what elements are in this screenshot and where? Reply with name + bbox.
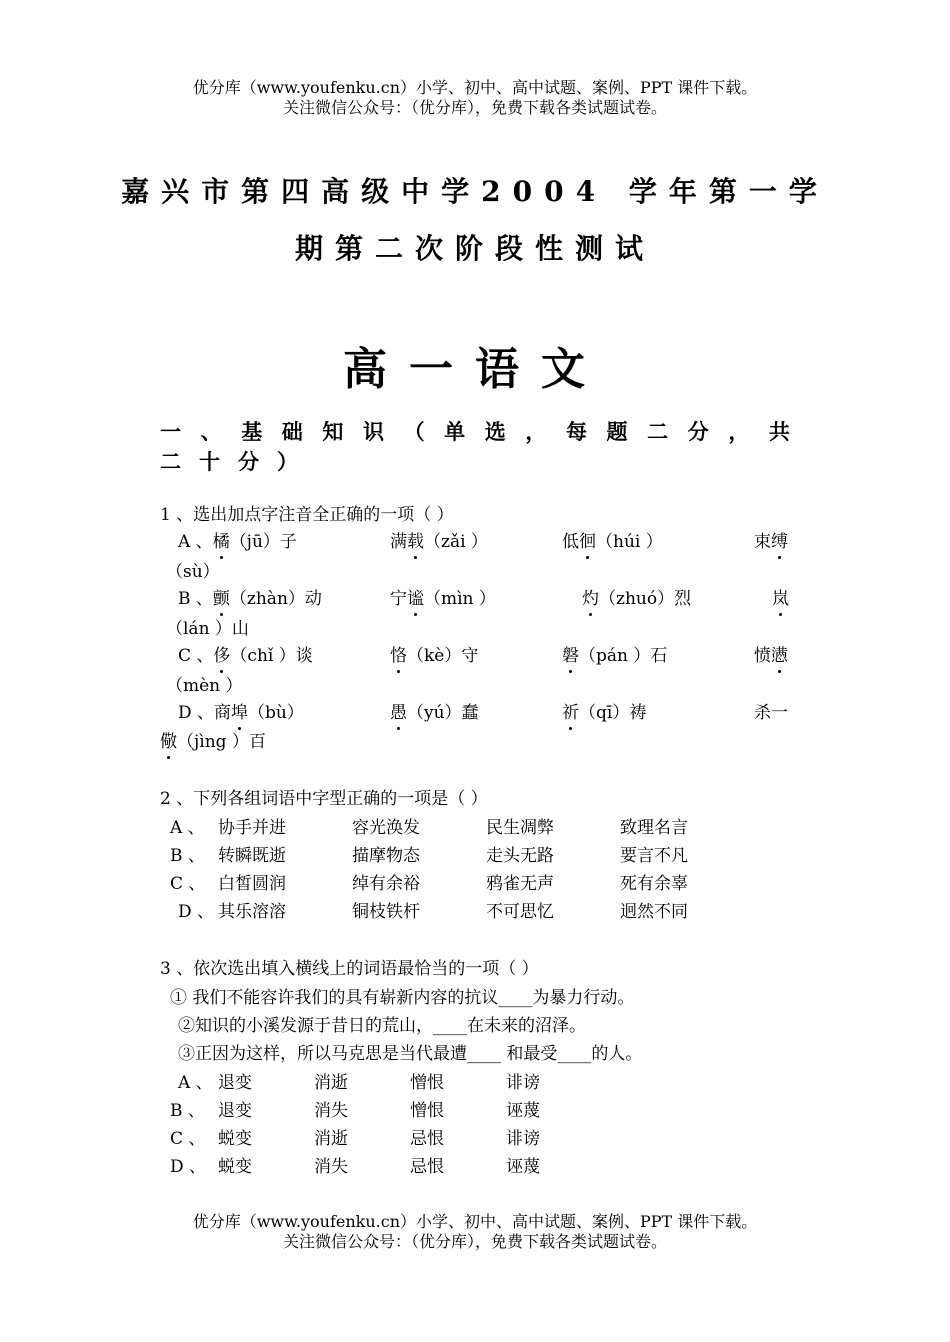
section-char: 识 [362,419,384,444]
footer-line-2: 关注微信公众号：（优分库），免费下载各类试题试卷。 [282,1232,667,1251]
q2-option-b-label: B 、 [170,846,205,866]
q2-option-c-item-2: 绰有余裕 [352,874,420,894]
q3-stem: 3 、依次选出填入横线上的词语最恰当的一项（ ） [160,959,539,979]
q1-option-d-word-1 [178,702,304,724]
dotted-char: 载 [407,532,424,552]
pinyin-text: （jìng ）百 [177,732,266,752]
q1-option-d-word-3 [562,702,646,724]
q2-option-a-item-4: 致理名言 [620,818,688,838]
plain-char: 低 [562,532,579,552]
plain-char: 商 [214,703,232,723]
pinyin-text: （qī）祷 [579,703,647,723]
pinyin-text: （pán ）石 [579,646,668,666]
dotted-char: 灼 [582,589,599,609]
header-line-1: 优分库（www.youfenku.cn）小学、初中、高中试题、案例、PPT 课件下载。 [192,78,758,97]
section-char: ， [728,419,750,444]
section-char: 基 [241,419,263,444]
q2-option-c-item-3: 鸦雀无声 [486,874,554,894]
q3-option-a-label: A 、 [178,1073,213,1093]
q3-option-b-label: B 、 [170,1101,205,1121]
plain-char: 满 [390,532,407,552]
q1-option-b-word-2 [390,588,496,610]
q1-option-d-word-2 [390,702,479,724]
q3-option-d-item-3: 忌恨 [410,1157,444,1177]
pinyin-text: （bù） [248,703,304,723]
subject-heading: 高一语文 [343,344,607,395]
section-char: （ [403,419,425,444]
q3-option-d-item-2: 消失 [314,1157,348,1177]
plain-char: 愤 [754,646,771,666]
q3-option-d-item-1: 蜕变 [218,1157,252,1177]
q2-option-d-item-2: 铜枝铁杆 [352,902,420,922]
q2-option-a-item-3: 民生凋弊 [486,818,554,838]
pinyin-text: （mìn ） [424,589,496,609]
q1-stem: 1 、选出加点字注音全正确的一项（ ） [160,505,454,525]
plain-char: 宁 [390,589,407,609]
q2-option-c-item-1: 白皙圆润 [218,874,286,894]
q3-option-c-item-2: 消逝 [314,1129,348,1149]
pinyin-text: （jū）子 [229,532,297,552]
section-char: 、 [200,419,222,444]
dotted-char: 缚 [771,532,788,552]
q3-option-a-item-1: 退变 [218,1073,252,1093]
q1-option-a-wrap: （sù） [166,562,220,582]
section-char: 分 [238,449,259,474]
section-char: 十 [199,449,220,474]
q3-sentence-3: ③正因为这样，所以马克思是当代最遭____ 和最受____的人。 [178,1044,643,1064]
section-char: 每 [565,419,587,444]
q1-option-c-wrap: （mèn ） [166,676,243,696]
q1-option-a-word-3 [562,531,663,553]
header-line-2: 关注微信公众号：（优分库），免费下载各类试题试卷。 [282,98,667,117]
pinyin-text: （zhuó）烈 [599,589,692,609]
q1-option-c-word-3 [562,645,667,667]
q1-option-a-word-1 [178,531,297,553]
option-label: C 、 [178,646,214,666]
section-char: ， [525,419,547,444]
dotted-char: 磐 [562,646,579,666]
q3-option-d-item-4: 诬蔑 [506,1157,540,1177]
q2-option-b-item-1: 转瞬既逝 [218,846,286,866]
q3-option-c-item-1: 蜕变 [218,1129,252,1149]
dotted-char: 徊 [579,532,596,552]
q3-option-d-label: D 、 [170,1157,207,1177]
dotted-char: 儆 [160,732,177,752]
q2-option-c-item-4: 死有余辜 [620,874,688,894]
exam-title-line-1: 嘉兴市第四高级中学2004 学年第一学 [121,175,829,208]
q1-option-b-word-3 [582,588,691,610]
plain-char: 束 [754,532,771,552]
pinyin-text: （yú）蠢 [407,703,479,723]
q3-option-b-item-4: 诬蔑 [506,1101,540,1121]
section-char: 单 [444,419,466,444]
dotted-char: 颤 [212,589,230,609]
dotted-char: 岚 [772,589,789,609]
q2-option-d-item-1: 其乐溶溶 [218,902,286,922]
section-char: ） [277,449,298,474]
q3-option-c-item-3: 忌恨 [410,1129,444,1149]
pinyin-text: （zhàn）动 [229,589,322,609]
pinyin-text: （chǐ ）谈 [230,646,313,666]
option-label: A 、 [178,532,213,552]
section-char: 二 [647,419,669,444]
q1-option-c-word-2 [390,645,478,667]
q1-option-b-wrap: （lán ）山 [166,619,249,639]
pinyin-text: （kè）守 [407,646,479,666]
option-label: D 、 [178,703,215,723]
q2-option-b-item-4: 要言不凡 [620,846,688,866]
dotted-char: 祈 [562,703,579,723]
section-char: 二 [160,449,181,474]
option-label: B 、 [178,589,213,609]
q1-option-b-word-4 [772,588,789,610]
section-char: 题 [606,419,628,444]
q1-option-c-word-4 [754,645,788,667]
q1-option-c-word-1 [178,645,313,667]
q2-option-c-label: C 、 [170,874,206,894]
q3-option-c-label: C 、 [170,1129,206,1149]
q3-option-b-item-3: 憎恨 [410,1101,444,1121]
dotted-char: 谧 [407,589,424,609]
q3-option-a-item-2: 消逝 [314,1073,348,1093]
exam-title-line-2: 期第二次阶段性测试 [294,232,655,265]
section-char: 分 [687,419,709,444]
q3-option-c-item-4: 诽谤 [506,1129,540,1149]
dotted-char: 橘 [212,532,230,552]
section-char: 共 [768,419,790,444]
dotted-char: 埠 [231,703,249,723]
q2-option-d-item-3: 不可思忆 [486,902,554,922]
q2-option-b-item-2: 描摩物态 [352,846,420,866]
section-char: 一 [160,419,181,444]
dotted-char: 懑 [771,646,788,666]
section-char: 础 [281,419,303,444]
q3-option-a-item-4: 诽谤 [506,1073,540,1093]
footer-line-1: 优分库（www.youfenku.cn）小学、初中、高中试题、案例、PPT 课件下载。 [192,1212,758,1231]
q1-option-a-word-4 [754,531,788,553]
section-heading [160,416,790,476]
q2-stem: 2 、下列各组词语中字型正确的一项是（ ） [160,789,488,809]
q1-option-a-word-2 [390,531,488,553]
q3-sentence-2: ②知识的小溪发源于昔日的荒山，____在未来的沼泽。 [178,1016,586,1036]
dotted-char: 侈 [213,646,231,666]
dotted-char: 愚 [390,703,407,723]
q2-option-a-item-1: 协手并进 [218,818,286,838]
q1-option-d-wrap [160,731,266,753]
q2-option-b-item-3: 走头无路 [486,846,554,866]
q3-option-b-item-1: 退变 [218,1101,252,1121]
q2-option-d-label: D 、 [178,902,215,922]
q2-option-a-item-2: 容光涣发 [352,818,420,838]
section-char: 知 [322,419,344,444]
q2-option-d-item-4: 迥然不同 [620,902,688,922]
dotted-char: 恪 [390,646,407,666]
pinyin-text: （zǎi ） [424,532,488,552]
section-char: 选 [484,419,506,444]
section-heading-row-1 [160,416,790,446]
section-heading-row-2 [160,446,790,476]
q1-option-b-word-1 [178,588,322,610]
pinyin-text: （húi ） [596,532,663,552]
q3-option-a-item-3: 憎恨 [410,1073,444,1093]
q3-option-b-item-2: 消失 [314,1101,348,1121]
q1-option-d-word-4: 杀一 [754,703,788,723]
q2-option-a-label: A 、 [170,818,205,838]
q3-sentence-1: ① 我们不能容许我们的具有崭新内容的抗议____为暴力行动。 [170,988,635,1008]
